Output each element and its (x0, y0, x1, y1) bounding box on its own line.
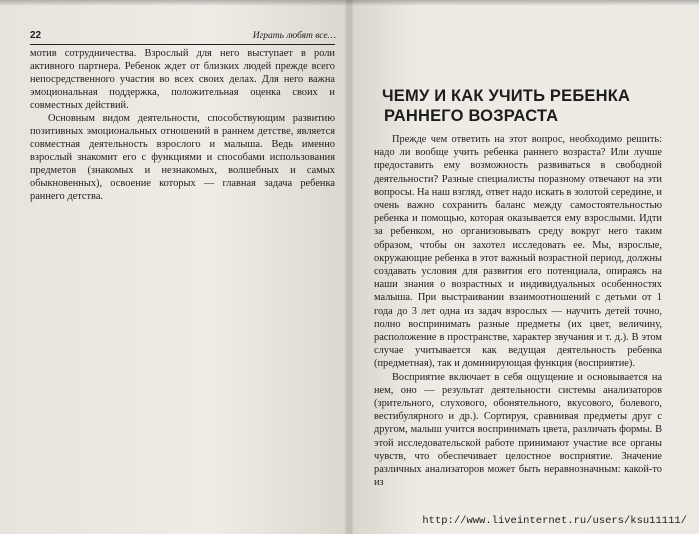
chapter-title-line: РАННЕГО ВОЗРАСТА (384, 107, 559, 125)
header-rule (30, 44, 335, 45)
chapter-title (382, 86, 632, 126)
paragraph: Основным видом деятельности, способствующим развитию позитивных эмоциональных отношений в раннем детстве, является совместная деятельность взрослого и малыша. Ведь именно взрослый знакомит его с функциями и способами использования предметов (знакомых и незнакомых, волшебных и самых обыкновенных), освоение которых — главная задача ребенка раннего детства. (30, 113, 335, 202)
page-number: 22 (30, 30, 42, 41)
chapter-title-line: ЧЕМУ И КАК УЧИТЬ РЕБЕНКА (382, 87, 631, 105)
right-body-text (374, 133, 662, 489)
watermark-url: http://www.liveinternet.ru/users/ksu11111/ (422, 515, 687, 527)
left-body-text (30, 47, 335, 203)
paragraph: Восприятие включает в себя ощущение и основывается на нем, оно — результат деятельности системы анализаторов (зрительного, слухового, обонятельного, вкусового, болевого, вестибулярного и др.). Сортируя, сравнивая предметы друг с другом, малыш учится воспринимать цвета, различать формы. В этой исследовательской работе принимают участие все органы чувств, что обеспечивает целостное восприятие. Значение различных анализаторов может быть неравнозначным: какой-то из (374, 371, 662, 489)
left-page (0, 0, 348, 534)
paragraph: Прежде чем ответить на этот вопрос, необходимо решить: надо ли вообще учить ребенка раннего возраста? Или лучше предоставить ему возможность развиваться в свободной деятельности? Разные специалисты поразному отвечают на эти вопросы. На наш взгляд, ответ надо искать в золотой середине, и очень важно сохранить баланс между самостоятельностью ребенка и помощью, которая оказывается ему взрослыми. Идти за ребенком, но организовывать среду вокруг него таким образом, чтобы он захотел исследовать ее. Мы, взрослые, окружающие ребенка в этот важный возрастной период, должны создавать условия для развития его потенциала, опираясь на наши знания о возрастных и индивидуальных особенностях малыша. При выстраивании взаимоотношений с детьми от 1 года до 3 лет одна из задач взрослых — научить детей точно, полно воспринимать разные предметы (их цвет, величину, расположение в пространстве, характер звучания и т. д.). В этом случае учитывается как ведущая деятельность ребенка (предметная), так и доминирующая функция (восприятие). (374, 134, 662, 370)
book-gutter (344, 0, 354, 534)
paragraph: мотив сотрудничества. Взрослый для него выступает в роли активного партнера. Ребенок ждет от близких людей прежде всего непосредственного участия во всех своих делах. Для него важна эмоциональная поддержка, положительная оценка своих и совместных действий. (30, 48, 335, 111)
running-head: Играть любят все… (252, 31, 336, 41)
scan-shadow (0, 0, 699, 6)
